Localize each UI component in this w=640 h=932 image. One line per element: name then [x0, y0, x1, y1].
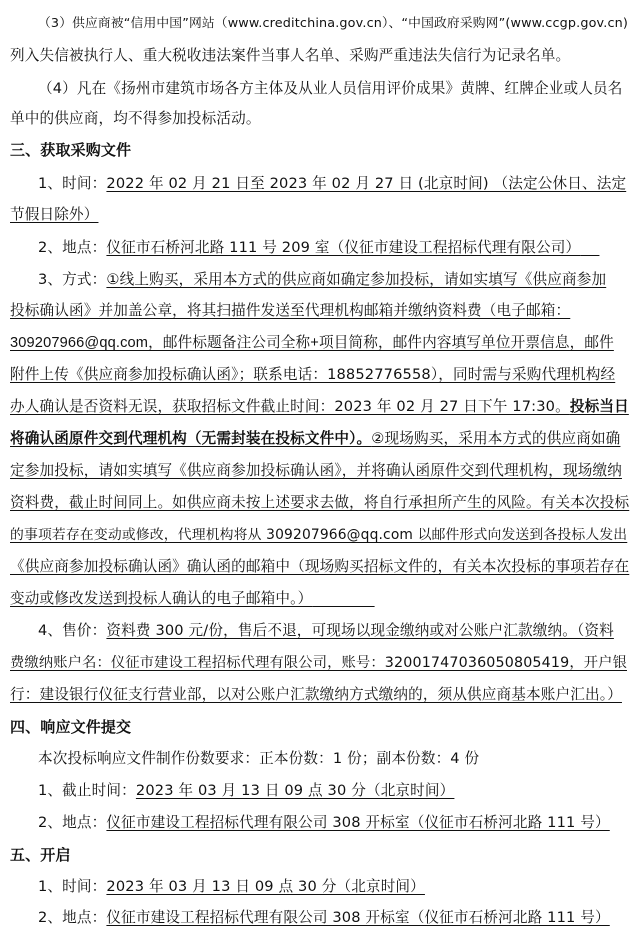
underlined-value: 2023 年 03 月 13 日 09 点 30 分（北京时间）	[135, 782, 455, 799]
doc-line: 2、地点：仪征市建设工程招标代理有限公司 308 开标室（仪征市石桥河北路 111 号）	[38, 814, 610, 831]
doc-line	[10, 589, 630, 609]
doc-line: 3、方式：①线上购买，采用本方式的供应商如确定参加投标，请如实填写《供应商参加	[38, 271, 607, 288]
doc-line: 1、截止时间：2023 年 03 月 13 日 09 点 30 分（北京时间）	[38, 782, 455, 799]
doc-line	[10, 653, 630, 673]
underlined-value: 变动或修改发送到投标人确认的电子邮箱中。）	[10, 590, 313, 607]
doc-line: 单中的供应商，均不得参加投标活动。	[10, 110, 261, 127]
underlined-value: 2022 年 02 月 21 日至 2023 年 02 月 27 日 (北京时间) （法定公休日、法定	[106, 175, 627, 192]
underlined-value: 节假日除外）	[10, 206, 99, 223]
underlined-value: 仪征市建设工程招标代理有限公司 308 开标室（仪征市石桥河北路 111 号）	[106, 814, 610, 831]
doc-line	[10, 557, 630, 577]
doc-line	[10, 685, 630, 705]
underlined-value: 附件上传《供应商参加投标确认函》；联系电话：18852776558），同时需与采购代理机构经	[10, 366, 616, 383]
underlined-value: ①线上购买，采用本方式的供应商如确定参加投标，请如实填写《供应商参加	[106, 271, 607, 288]
doc-line	[10, 365, 630, 385]
doc-line: 4、售价：资料费 300 元/份，售后不退，可现场以现金缴纳或对公账户汇款缴纳。（资料	[38, 622, 614, 639]
doc-line: 2、地点：仪征市建设工程招标代理有限公司 308 开标室（仪征市石桥河北路 111 号）	[38, 909, 610, 926]
doc-line: 列入失信被执行人、重大税收违法案件当事人名单、采购严重违法失信行为记录名单。	[10, 47, 571, 64]
doc-line	[10, 205, 630, 225]
underlined-bold-value: 投标当日	[569, 398, 629, 415]
section-heading: 四、响应文件提交	[10, 718, 132, 736]
doc-line: 1、时间：2022 年 02 月 21 日至 2023 年 02 月 27 日 (北京时间) （法定公休日、法定	[38, 175, 627, 192]
doc-line	[10, 493, 630, 513]
underlined-value: 行：建设银行仪征支行营业部，以对公账户汇款缴纳方式缴纳的，须从供应商基本账户汇出。）	[10, 686, 622, 703]
underlined-value: 资料费，截止时间同上。如供应商未按上述要求去做，将自行承担所产生的风险。有关本次投标	[10, 494, 630, 511]
section-heading: 五、开启	[10, 846, 71, 864]
doc-line	[10, 461, 630, 481]
doc-line	[10, 301, 630, 321]
underlined-value: ②现场购买，采用本方式的供应商如确	[371, 430, 621, 447]
underlined-value: 《供应商参加投标确认函》确认函的邮箱中（现场购买招标文件的，有关本次投标的事项若存在	[10, 558, 630, 575]
underlined-value: 仪征市建设工程招标代理有限公司 308 开标室（仪征市石桥河北路 111 号）	[106, 909, 610, 926]
underlined-value: 309207966@qq.com，邮件标题备注公司全称+项目简称，邮件内容填写单位开票信息，邮件	[10, 335, 614, 351]
doc-line	[10, 333, 630, 353]
section-heading: 三、获取采购文件	[10, 141, 132, 159]
underlined-value: 的事项若存在变动或修改，代理机构将从 309207966@qq.com 以邮件形式向发送到各投标人发出	[10, 527, 628, 543]
doc-line	[10, 525, 630, 545]
underlined-bold-value: 将确认函原件交到代理机构（无需封装在投标文件中）。	[10, 430, 372, 447]
doc-line: 本次投标响应文件制作份数要求：正本份数：1 份；副本份数：4 份	[38, 750, 480, 767]
underlined-value: 仪征市石桥河北路 111 号 209 室（仪征市建设工程招标代理有限公司）	[106, 239, 581, 256]
doc-line: 2、地点：仪征市石桥河北路 111 号 209 室（仪征市建设工程招标代理有限公司）	[38, 239, 581, 256]
underlined-value: 投标确认函》并加盖公章，将其扫描件发送至代理机构邮箱并缴纳资料费（电子邮箱：	[10, 302, 571, 319]
doc-line: 1、时间：2023 年 03 月 13 日 09 点 30 分（北京时间）	[38, 878, 425, 895]
doc-line	[10, 429, 630, 449]
underlined-value: 定参加投标，请如实填写《供应商参加投标确认函》，并将确认函原件交到代理机构，现场缴纳	[10, 462, 622, 479]
underlined-value: 办人确认是否资料无误，获取招标文件截止时间：2023 年 02 月 27 日下午 17:30。	[10, 398, 570, 415]
underlined-value: 费缴纳账户名：仪征市建设工程招标代理有限公司，账号：32001747036050805419，开户银	[10, 655, 627, 671]
doc-line: （4）凡在《扬州市建筑市场各方主体及从业人员信用评价成果》黄牌、红牌企业或人员名	[38, 80, 623, 97]
doc-line: （3）供应商被“信用中国”网站（www.creditchina.gov.cn）、“中国政府采购网”(www.ccgp.gov.cn)	[38, 16, 629, 31]
underlined-value: 2023 年 03 月 13 日 09 点 30 分（北京时间）	[106, 878, 425, 895]
doc-line	[10, 397, 630, 417]
underlined-value: 资料费 300 元/份，售后不退，可现场以现金缴纳或对公账户汇款缴纳。（资料	[106, 622, 614, 639]
